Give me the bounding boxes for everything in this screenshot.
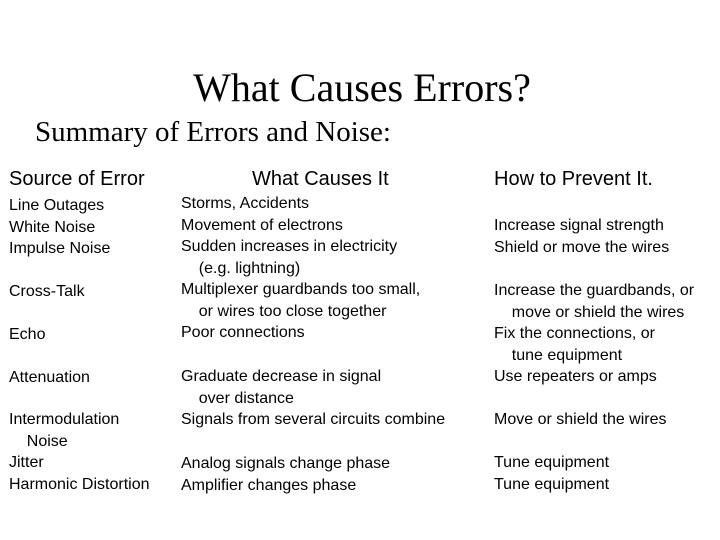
prevent-list-bottom: Tune equipment Tune equipment: [494, 454, 610, 493]
cause-list-top: Storms, Accidents Movement of electrons Sudden increases in electricity (e.g. lightning) Multiplexer guardbands too small, or wires too close together Poor connections: [181, 195, 421, 341]
header-source-of-error: Source of Error: [9, 168, 145, 190]
prevent-list-top: Increase signal strength Shield or move the wires: [494, 217, 670, 256]
header-what-causes-it: What Causes It: [252, 168, 389, 190]
slide-subtitle: Summary of Errors and Noise:: [35, 116, 391, 148]
prevent-list-middle: Increase the guardbands, or move or shield the wires Fix the connections, or tune equipment Use repeaters or amps Move or shield the wires: [494, 282, 695, 428]
slide-title: What Causes Errors?: [193, 65, 531, 110]
source-cross-talk: Cross-Talk: [9, 283, 85, 300]
source-list-top: Line Outages White Noise Impulse Noise: [9, 197, 111, 257]
cause-list-middle: Graduate decrease in signal over distance Signals from several circuits combine: [181, 368, 446, 428]
source-list-bottom: Intermodulation Noise Jitter Harmonic Distortion: [9, 411, 150, 493]
cause-list-bottom: Analog signals change phase Amplifier changes phase: [181, 455, 391, 494]
source-echo: Echo: [9, 326, 46, 343]
header-how-to-prevent: How to Prevent It.: [494, 168, 653, 190]
source-attenuation: Attenuation: [9, 369, 90, 386]
